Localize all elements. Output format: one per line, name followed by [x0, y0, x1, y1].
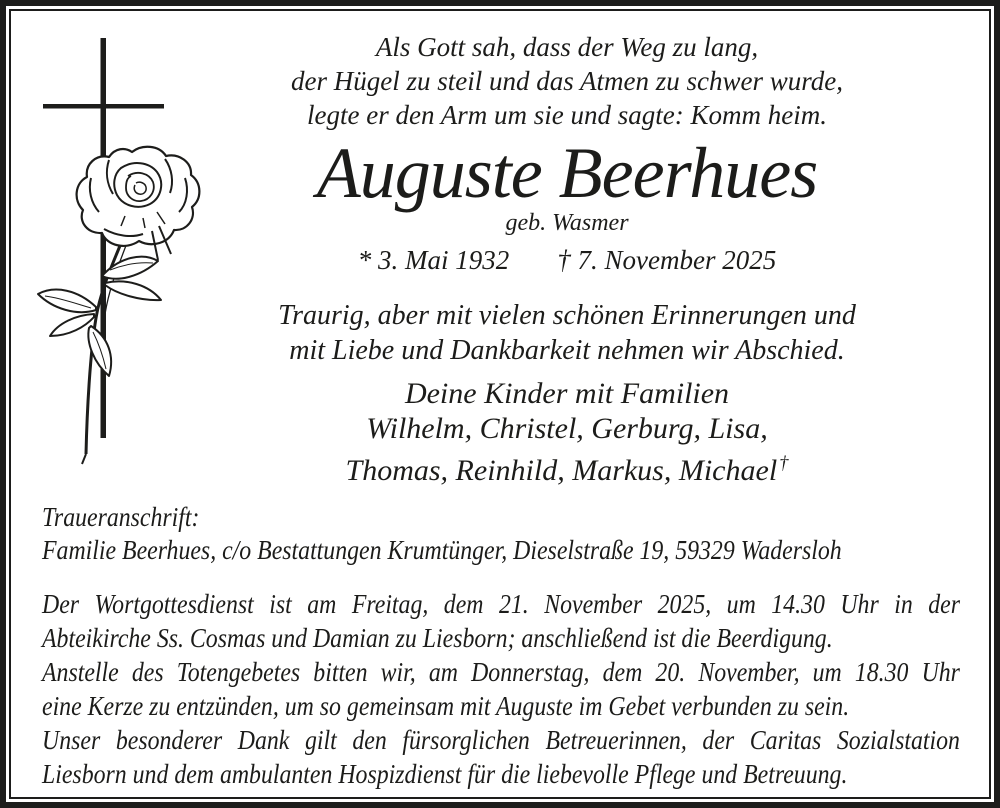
centered-text-column	[245, 30, 889, 488]
mourners-block	[245, 376, 889, 488]
service-paragraph	[42, 587, 960, 655]
paragraph-2-line-2: eine Kerze zu entzünden, um so gemeinsam mit Auguste im Gebet verbunden zu sein.	[42, 690, 850, 721]
mourning-address: Familie Beerhues, c/o Bestattungen Krumtünger, Dieselstraße 19, 59329 Wadersloh	[42, 534, 842, 565]
farewell-line-2: mit Liebe und Dankbarkeit nehmen wir Abschied.	[289, 335, 845, 366]
mourners-intro: Deine Kinder mit Familien	[404, 377, 730, 410]
deceased-dagger-mark: †	[779, 453, 789, 474]
cross-and-rose-illustration	[25, 26, 225, 466]
paragraph-3-line-2: Liesborn und dem ambulanten Hospizdienst für die liebevolle Pflege und Betreuung.	[42, 758, 848, 789]
lower-text-section	[42, 500, 960, 791]
rose-icon	[38, 147, 199, 464]
mourners-names-1: Wilhelm, Christel, Gerburg, Lisa,	[366, 412, 768, 445]
death-date: † 7. November 2025	[557, 245, 777, 275]
paragraph-2-line-1: Anstelle des Totengebetes bitten wir, am Donnerstag, dem 20. November, um 18.30 Uhr	[42, 656, 960, 687]
verse-line-3: legte er den Arm um sie und sagte: Komm heim.	[307, 100, 827, 130]
opening-verse	[245, 30, 889, 132]
candle-paragraph	[42, 655, 960, 723]
birth-date: * 3. Mai 1932	[357, 245, 510, 275]
verse-line-1: Als Gott sah, dass der Weg zu lang,	[375, 32, 759, 62]
paragraph-1-line-1: Der Wortgottesdienst ist am Freitag, dem 21. November 2025, um 14.30 Uhr in der	[42, 588, 960, 619]
mourners-names-2-text: Thomas, Reinhild, Markus, Michael	[345, 454, 778, 487]
deceased-name: Auguste Beerhues	[316, 133, 818, 213]
paragraph-3-line-1: Unser besonderer Dank gilt den fürsorglichen Betreuerinnen, der Caritas Sozialstation	[42, 724, 960, 755]
mourners-names-2	[245, 446, 889, 488]
mourning-address-label: Traueranschrift:	[42, 501, 200, 532]
maiden-name: geb. Wasmer	[505, 210, 629, 236]
farewell-line-1: Traurig, aber mit vielen schönen Erinnerungen und	[278, 300, 856, 331]
verse-line-2: der Hügel zu steil und das Atmen zu schwer wurde,	[291, 66, 843, 96]
farewell-text	[245, 298, 889, 368]
thanks-paragraph	[42, 723, 960, 791]
service-information	[42, 587, 960, 791]
paragraph-1-line-2: Abteikirche Ss. Cosmas und Damian zu Liesborn; anschließend ist die Beerdigung.	[42, 622, 833, 653]
life-dates	[245, 244, 889, 276]
